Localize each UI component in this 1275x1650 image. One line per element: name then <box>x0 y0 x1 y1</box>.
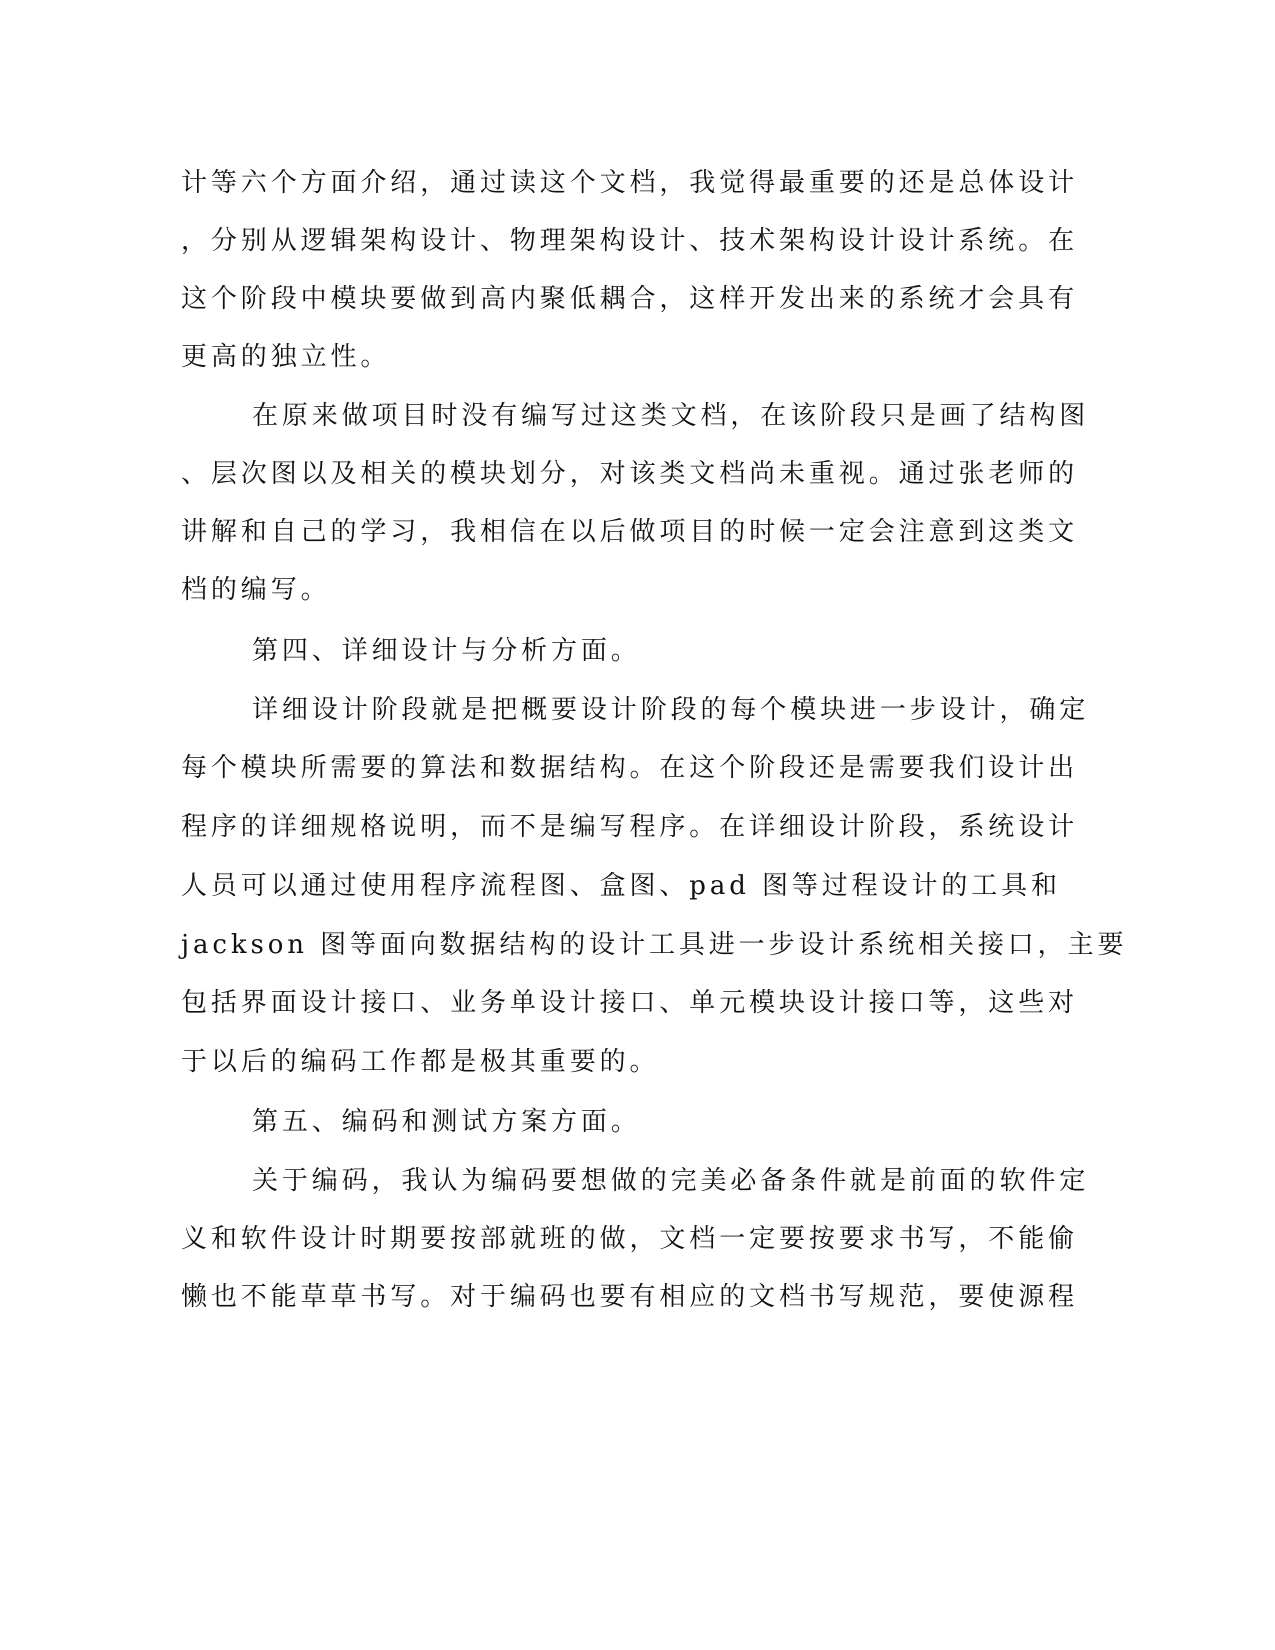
paragraph-first-line: 详细设计阶段就是把概要设计阶段的每个模块进一步设计，确定 <box>252 695 1090 725</box>
text-line: 、层次图以及相关的模块划分，对该类文档尚未重视。通过张老师的 <box>181 459 1079 489</box>
text-line: 于以后的编码工作都是极其重要的。 <box>181 1047 660 1077</box>
section-heading-detailed-design: 第四、详细设计与分析方面。 <box>252 636 641 666</box>
paragraph-first-line: 在原来做项目时没有编写过这类文档，在该阶段只是画了结构图 <box>252 401 1090 431</box>
text-line: 每个模块所需要的算法和数据结构。在这个阶段还是需要我们设计出 <box>181 753 1079 783</box>
paragraph-first-line: 关于编码，我认为编码要想做的完美必备条件就是前面的软件定 <box>252 1166 1090 1196</box>
text-line: 义和软件设计时期要按部就班的做，文档一定要按要求书写，不能偷 <box>181 1224 1079 1254</box>
text-line: 懒也不能草草书写。对于编码也要有相应的文档书写规范，要使源程 <box>181 1282 1079 1312</box>
text-line: 讲解和自己的学习，我相信在以后做项目的时候一定会注意到这类文 <box>181 517 1079 547</box>
text-line: jackson 图等面向数据结构的设计工具进一步设计系统相关接口，主要 <box>181 930 1128 960</box>
text-line: 计等六个方面介绍，通过读这个文档，我觉得最重要的还是总体设计 <box>181 168 1079 198</box>
text-line: 人员可以通过使用程序流程图、盒图、pad 图等过程设计的工具和 <box>181 871 1061 901</box>
text-line: 档的编写。 <box>181 575 331 605</box>
text-line: 包括界面设计接口、业务单设计接口、单元模块设计接口等，这些对 <box>181 988 1079 1018</box>
text-line: ，分别从逻辑架构设计、物理架构设计、技术架构设计设计系统。在 <box>181 226 1079 256</box>
text-line: 程序的详细规格说明，而不是编写程序。在详细设计阶段，系统设计 <box>181 812 1079 842</box>
text-line: 更高的独立性。 <box>181 342 391 372</box>
section-heading-coding-testing: 第五、编码和测试方案方面。 <box>252 1107 641 1137</box>
text-line: 这个阶段中模块要做到高内聚低耦合，这样开发出来的系统才会具有 <box>181 284 1079 314</box>
